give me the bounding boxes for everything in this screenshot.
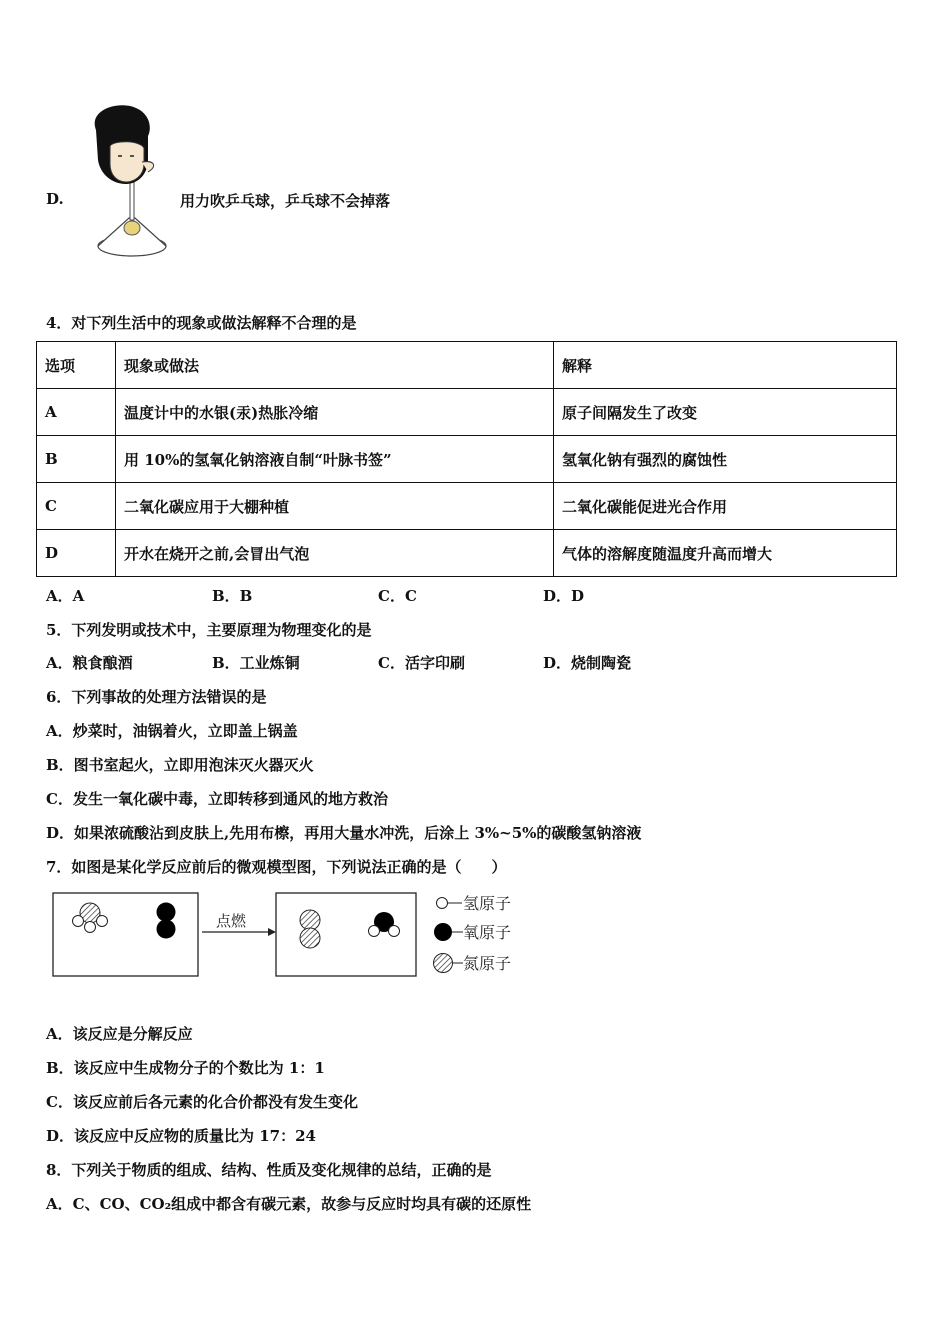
q3-option-d-text: 用力吹乒乓球，乒乓球不会掉落 — [180, 192, 391, 210]
table-cell: 用 10%的氢氧化钠溶液自制“叶脉书签” — [116, 436, 554, 483]
legend-hydrogen-icon — [437, 898, 448, 909]
q3-option-d-letter: D. — [46, 190, 64, 208]
oxygen-atom-icon — [157, 920, 176, 939]
legend-nitrogen-label: 氮原子 — [463, 954, 512, 973]
table-cell: 原子间隔发生了改变 — [554, 389, 897, 436]
hydrogen-atom-icon — [369, 926, 380, 937]
q8-option-a: A．C、CO、CO₂组成中都含有碳元素，故参与反应时均具有碳的还原性 — [46, 1195, 532, 1213]
oxygen-atom-icon — [157, 903, 176, 922]
table-cell: D — [37, 530, 116, 577]
header-option: 选项 — [37, 342, 116, 389]
hydrogen-atom-icon — [97, 916, 108, 927]
q6-stem: 6．下列事故的处理方法错误的是 — [46, 688, 267, 706]
q5-option-a: A．粮食酿酒 — [46, 654, 133, 672]
table-row — [37, 483, 897, 530]
nitrogen-atom-icon — [300, 928, 320, 948]
q7-option-c: C．该反应前后各元素的化合价都没有发生变化 — [46, 1093, 358, 1111]
q6-option-c: C．发生一氧化碳中毒，立即转移到通风的地方救治 — [46, 790, 388, 808]
reaction-model-diagram — [50, 888, 540, 980]
q4-option-a: A．A — [46, 587, 85, 605]
table-row — [37, 389, 897, 436]
q5-option-b: B．工业炼铜 — [212, 654, 300, 672]
table-cell: B — [37, 436, 116, 483]
legend-oxygen-icon — [434, 923, 452, 941]
table-row — [37, 530, 897, 577]
legend-hydrogen-label: 氢原子 — [463, 894, 512, 913]
q4-table — [36, 341, 897, 577]
header-phenomenon: 现象或做法 — [116, 342, 554, 389]
nitrogen-atom-icon — [300, 910, 320, 930]
table-row — [37, 436, 897, 483]
q4-option-b: B．B — [212, 587, 253, 605]
table-cell: 氢氧化钠有强烈的腐蚀性 — [554, 436, 897, 483]
q5-stem: 5．下列发明或技术中，主要原理为物理变化的是 — [46, 621, 372, 639]
ping-pong-ball-icon — [124, 221, 140, 235]
person-face-icon — [110, 142, 144, 182]
table-cell: 二氧化碳能促进光合作用 — [554, 483, 897, 530]
hydrogen-atom-icon — [73, 916, 84, 927]
table-cell: 气体的溶解度随温度升高而增大 — [554, 530, 897, 577]
table-cell: 温度计中的水银(汞)热胀冷缩 — [116, 389, 554, 436]
legend-nitrogen-icon — [434, 954, 453, 973]
table-cell: 二氧化碳应用于大棚种植 — [116, 483, 554, 530]
q4-stem: 4．对下列生活中的现象或做法解释不合理的是 — [46, 314, 357, 332]
header-explanation: 解释 — [554, 342, 897, 389]
hydrogen-atom-icon — [389, 926, 400, 937]
tube-icon — [130, 182, 134, 220]
q6-option-b: B．图书室起火，立即用泡沫灭火器灭火 — [46, 756, 314, 774]
hydrogen-atom-icon — [85, 922, 96, 933]
q7-option-d: D．该反应中反应物的质量比为 17：24 — [46, 1127, 316, 1145]
legend-oxygen-label: 氧原子 — [463, 923, 512, 942]
q8-stem: 8．下列关于物质的组成、结构、性质及变化规律的总结，正确的是 — [46, 1161, 492, 1179]
ping-pong-blow-illustration — [78, 100, 168, 265]
q4-option-c: C．C — [378, 587, 417, 605]
q5-option-d: D．烧制陶瓷 — [543, 654, 632, 672]
arrow-head-icon — [268, 928, 276, 936]
q7-option-b: B．该反应中生成物分子的个数比为 1：1 — [46, 1059, 325, 1077]
q7-stem: 7．如图是某化学反应前后的微观模型图，下列说法正确的是（ ） — [46, 858, 507, 876]
q6-option-d: D．如果浓硫酸沾到皮肤上,先用布檫，再用大量水冲洗，后涂上 3%~5%的碳酸氢钠溶液 — [46, 824, 642, 842]
table-cell: C — [37, 483, 116, 530]
q7-option-a: A．该反应是分解反应 — [46, 1025, 193, 1043]
table-cell: 开水在烧开之前,会冒出气泡 — [116, 530, 554, 577]
reactants-box — [53, 893, 198, 976]
q5-option-c: C．活字印刷 — [378, 654, 465, 672]
table-header-row — [37, 342, 897, 389]
q4-option-d: D．D — [543, 587, 585, 605]
q6-option-a: A．炒菜时，油锅着火，立即盖上锅盖 — [46, 722, 298, 740]
ignite-label: 点燃 — [216, 912, 247, 930]
table-cell: A — [37, 389, 116, 436]
